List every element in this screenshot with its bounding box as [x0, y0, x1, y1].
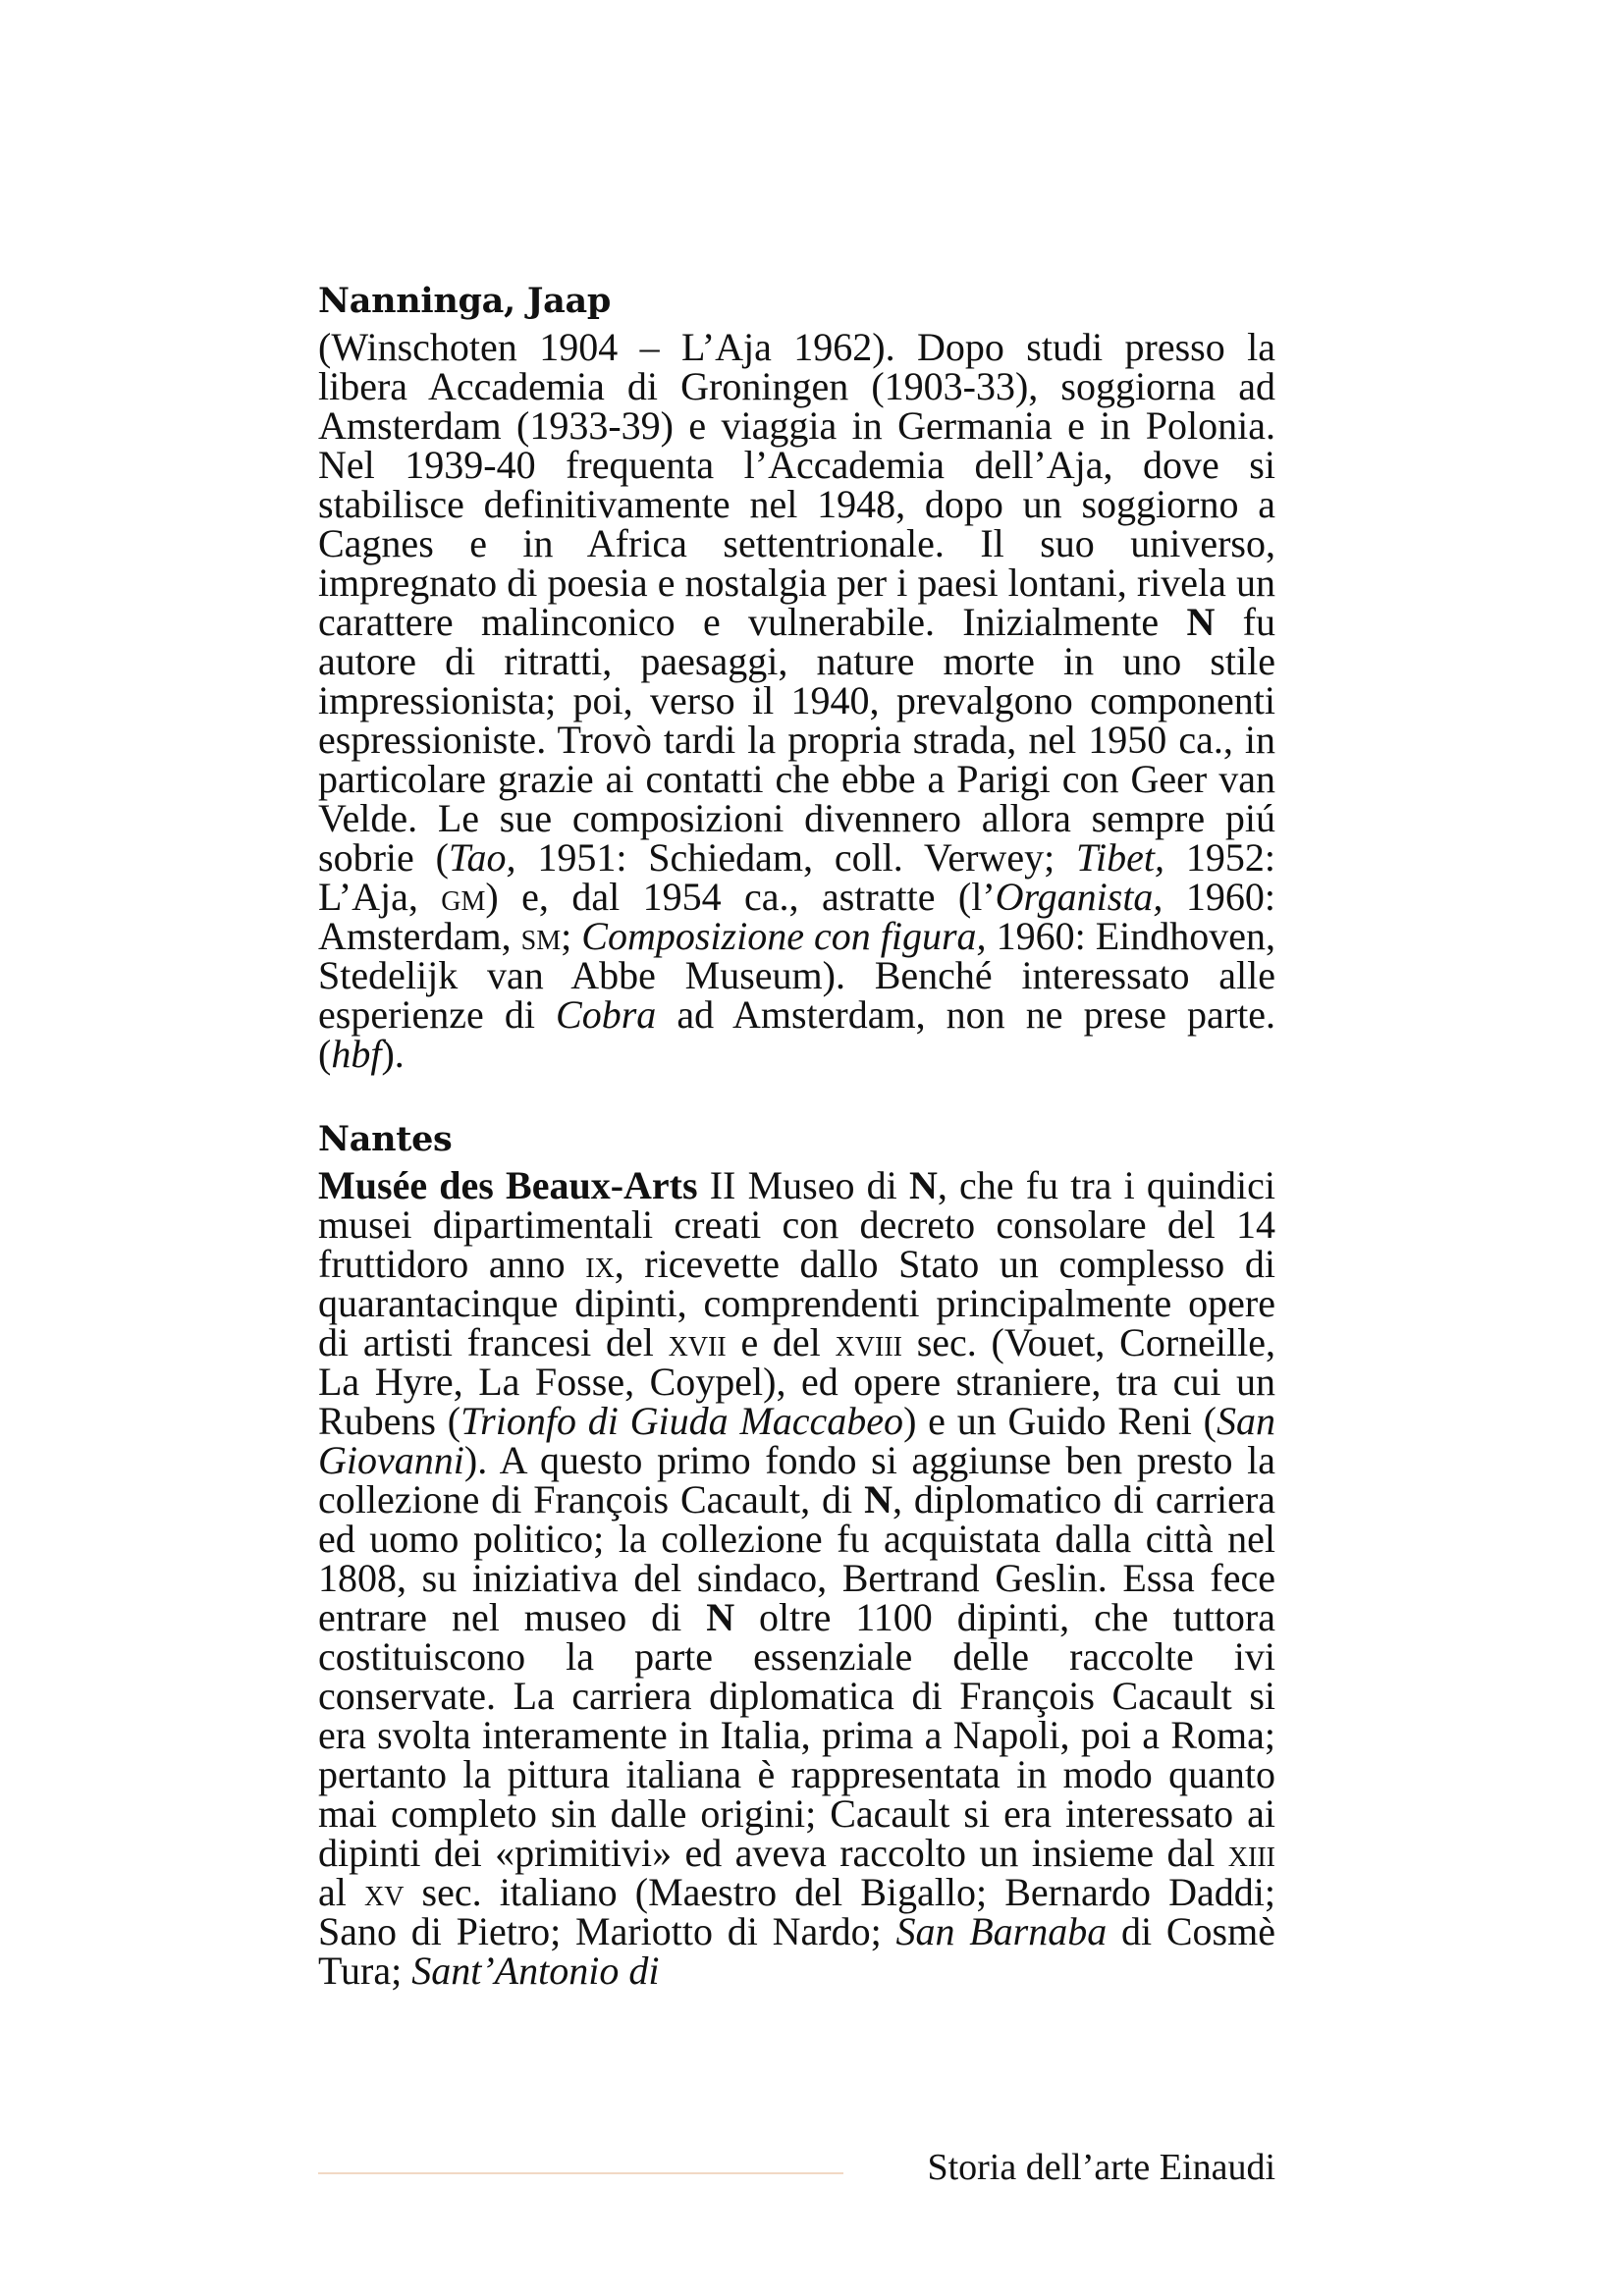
bold-text: Musée des Beaux-Arts: [318, 1163, 698, 1207]
italic-text: Composizione con figura,: [581, 914, 987, 958]
italic-text: Tibet,: [1076, 835, 1165, 880]
small-caps-text: xviii: [835, 1320, 902, 1364]
text-segment: di Cosmè Tura;: [318, 1909, 1275, 1993]
italic-text: San Barnaba: [895, 1909, 1108, 1953]
text-segment: ). A questo primo fondo si aggiunse ben presto la collezione di François Cacault, di: [318, 1438, 1275, 1522]
bold-text: N: [864, 1477, 893, 1522]
italic-text: Tao,: [448, 835, 516, 880]
entry-nanninga: [318, 275, 1275, 1074]
italic-text: hbf: [331, 1032, 382, 1076]
text-segment: II Museo di: [697, 1163, 909, 1207]
text-segment: ).: [381, 1032, 405, 1076]
small-caps-text: xiii: [1227, 1831, 1275, 1875]
text-segment: 1951: Schiedam, coll. Verwey;: [515, 835, 1077, 880]
footer-rule: [318, 2172, 843, 2174]
small-caps-text: xvii: [668, 1320, 727, 1364]
small-caps-text: sm: [520, 914, 562, 958]
bold-text: N: [706, 1595, 735, 1639]
small-caps-text: xv: [363, 1870, 405, 1914]
text-segment: (Winschoten 1904 – L’Aja 1962). Dopo studi presso la libera Accademia di Groningen (1903-33), soggiorna ad Amsterdam (1933-39) e viaggia in Germania e in Polonia. Nel 1939-40 frequenta l’Accademia dell’Aja, dove si stabilisce definitivamente nel 1948, dopo un soggiorno a Cagnes e in Africa settentrionale. Il suo universo, impregnato di poesia e nostalgia per i paesi lontani, rivela un carattere malinconico e vulnerabile. Inizialmente: [318, 325, 1275, 644]
bold-text: N: [1186, 600, 1216, 644]
text-segment: sec. italiano (Maestro del Bigallo; Bernardo Daddi; Sano di Pietro; Mariotto di Nardo;: [318, 1870, 1275, 1953]
entry-body: [318, 1163, 1276, 1993]
entry-title: Nanninga, Jaap: [318, 281, 612, 321]
text-segment: e del: [726, 1320, 836, 1364]
text-segment: ad Amsterdam, non ne prese parte. (: [318, 992, 1275, 1076]
footer-publisher: Storia dell’arte Einaudi: [927, 2147, 1275, 2188]
text-segment: ;: [561, 914, 582, 958]
text-segment: oltre 1100 dipinti, che tuttora costituiscono la parte essenziale delle raccolte ivi conservate. La carriera diplomatica di François Cacault si era svolta interamente in Italia, prima a Napoli, poi a Roma; pertanto la pittura italiana è rappresentata in modo quanto mai completo sin dalle origini; Cacault si era interessato ai dipinti dei «primitivi» ed aveva raccolto un insieme dal: [318, 1595, 1275, 1875]
text-segment: ) e un Guido Reni (: [903, 1399, 1217, 1443]
text-segment: 1960: Amsterdam,: [318, 875, 1275, 958]
entry-nantes: [318, 1113, 1275, 1991]
page-content: [318, 275, 1275, 1991]
italic-text: San Giovanni: [318, 1399, 1275, 1482]
text-segment: al: [318, 1870, 364, 1914]
small-caps-text: gm: [441, 875, 486, 919]
italic-text: Organista,: [995, 875, 1163, 919]
italic-text: Trionfo di Giuda Maccabeo: [460, 1399, 904, 1443]
text-segment: , ricevette dallo Stato un complesso di quarantacinque dipinti, comprendenti principalmente opere di artisti francesi del: [318, 1242, 1275, 1364]
text-segment: , che fu tra i quindici musei dipartimentali creati con decreto consolare del 14 fruttidoro anno: [318, 1163, 1275, 1286]
bold-text: N: [908, 1163, 938, 1207]
text-segment: ) e, dal 1954 ca., astratte (l’: [485, 875, 996, 919]
small-caps-text: ix: [585, 1242, 615, 1286]
italic-text: Sant’Antonio di: [411, 1949, 660, 1993]
entry-title: Nantes: [318, 1119, 453, 1159]
text-segment: sec. (Vouet, Corneille, La Hyre, La Fosse, Coypel), ed opere straniere, tra cui un Rubens (: [318, 1320, 1276, 1443]
text-segment: 1952: L’Aja,: [318, 835, 1275, 919]
italic-text: Cobra: [556, 992, 657, 1037]
text-segment: , diplomatico di carriera ed uomo politico; la collezione fu acquistata dalla città nel 1808, su iniziativa del sindaco, Bertrand Geslin. Essa fece entrare nel museo di: [318, 1477, 1275, 1639]
text-segment: fu autore di ritratti, paesaggi, nature morte in uno stile impressionista; poi, verso il 1940, prevalgono componenti espressioniste. Trovò tardi la propria strada, nel 1950 ca., in particolare grazie ai contatti che ebbe a Parigi con Geer van Velde. Le sue composizioni divennero allora sempre piú sobrie (: [318, 600, 1275, 880]
text-segment: 1960: Eindhoven, Stedelijk van Abbe Museum). Benché interessato alle esperienze di: [318, 914, 1276, 1037]
entry-body: [318, 325, 1276, 1076]
